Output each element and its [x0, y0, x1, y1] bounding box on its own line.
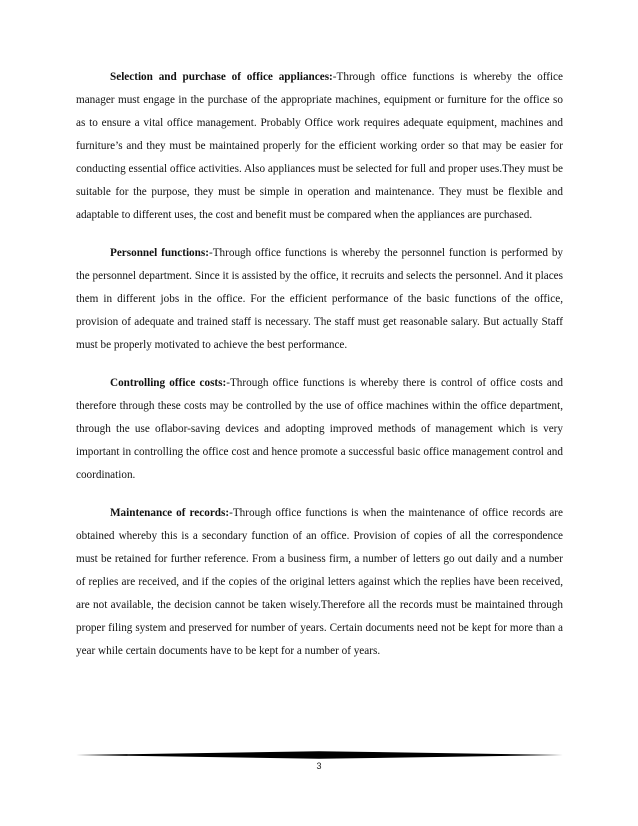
footer-divider: [76, 749, 563, 761]
section-text: -Through office functions is whereby the personnel function is performed by the personnel department. Since it is assisted by the office, it recruits and selects the personnel. And it places them in different jobs in the office. For the efficient performance of the basic functions of the office, provision of adequate and trained staff is necessary. The staff must get reasonable salary. But actually Staff must be properly motivated to achieve the best performance.: [76, 247, 564, 351]
section-text: -Through office functions is when the maintenance of office records are obtained whereby this is a secondary function of an office. Provision of copies of all the correspondence must be retained for further reference. From a business firm, a number of letters go out daily and a number of replies are received, and if the copies of the original letters against which the replies have been received, are not available, the decision cannot be taken wisely.Therefore all the records must be maintained through proper filing system and preserved for number of years. Certain documents need not be kept for more than a year while certain documents have to be kept for a number of years.: [76, 507, 563, 657]
section-heading: Selection and purchase of office appliances:: [110, 71, 333, 83]
section-heading: Controlling office costs:: [110, 377, 227, 389]
section-text: -Through office functions is whereby the office manager must engage in the purchase of the appropriate machines, equipment or furniture for the office so as to ensure a vital office management. Probably Office work requires adequate equipment, machines and furniture’s and they must be maintained properly for the efficient working order so that may be easier for conducting essential office activities. Also appliances must be selected for full and proper uses.They must be suitable for the purpose, they must be simple in operation and maintenance. They must be flexible and adaptable to different uses, the cost and benefit must be compared when the appliances are purchased.: [76, 71, 563, 221]
page-number: 3: [316, 761, 322, 771]
section-heading: Maintenance of records:: [110, 507, 230, 519]
section-records: [76, 502, 563, 663]
section-appliances: [76, 66, 563, 227]
section-text: -Through office functions is whereby there is control of office costs and therefore through these costs may be controlled by the use of office machines within the office department, through the use oflabor-saving devices and adopting improved methods of management which is very important in controlling the office cost and hence promote a successful basic office management control and coordination.: [76, 377, 563, 481]
section-heading: Personnel functions:: [110, 247, 209, 259]
section-personnel: [76, 242, 563, 357]
section-office-costs: [76, 372, 563, 487]
document-body: [76, 66, 563, 678]
